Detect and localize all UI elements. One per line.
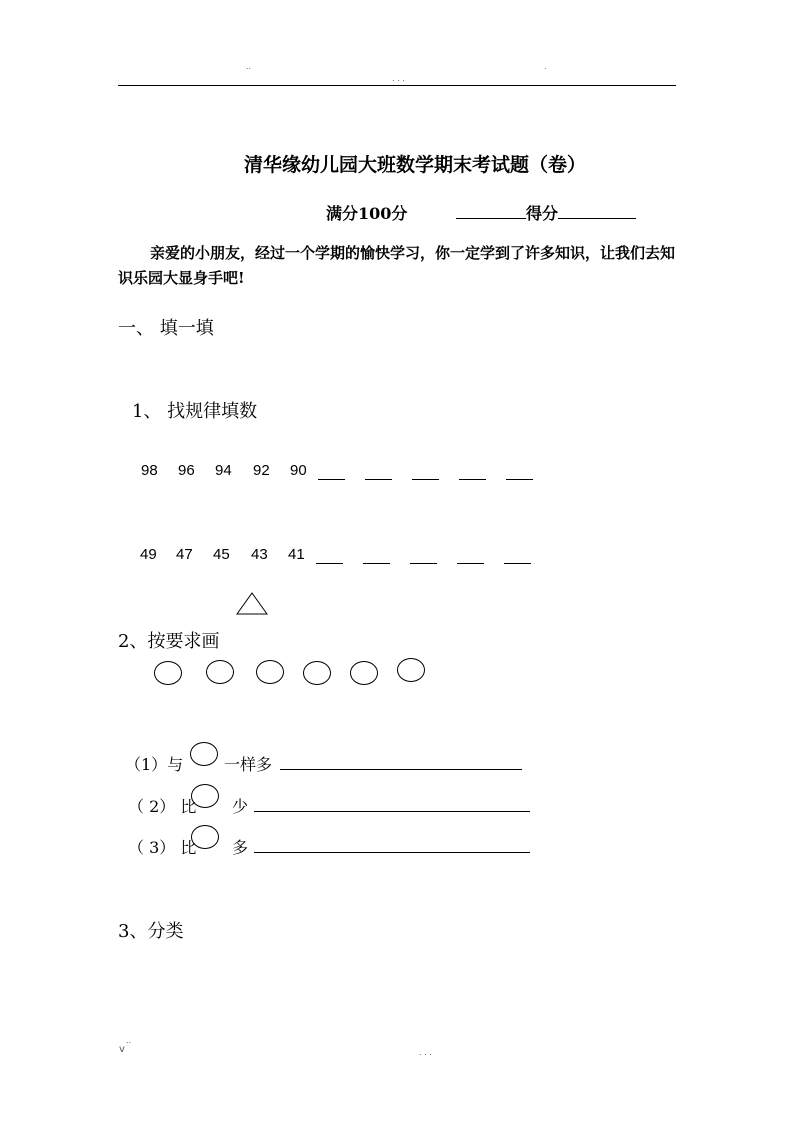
q2-label: 2、按要求画 [118, 631, 220, 652]
circle-shape [303, 661, 331, 685]
score-blank [558, 204, 636, 219]
header-rule [118, 85, 676, 86]
seq1-blank[interactable] [318, 479, 345, 480]
q2-item-prefix: （ 2） 比 [128, 797, 197, 816]
seq1-num: 94 [215, 462, 232, 479]
score-obtained [456, 201, 636, 224]
seq1-num: 90 [290, 462, 307, 479]
q2-item-prefix: （ 3） 比 [128, 838, 197, 857]
circle-shape [350, 661, 378, 685]
seq1-blank[interactable] [412, 479, 439, 480]
full-score-label: 满分100分 [326, 204, 408, 223]
q2-item-prefix: （1）与 [125, 755, 184, 774]
q2-item-suffix: 多 [232, 838, 249, 857]
header-dots-left: .. [246, 62, 252, 71]
q1-label: 1、 找规律填数 [132, 401, 258, 422]
circle-shape [256, 660, 284, 684]
section-heading: 一、 填一填 [118, 318, 214, 339]
seq2-num: 41 [288, 546, 305, 563]
q2-item-suffix: 一样多 [224, 755, 273, 774]
circle-shape [206, 660, 234, 684]
seq1-blank[interactable] [365, 479, 392, 480]
seq2-num: 43 [251, 546, 268, 563]
seq2-blank[interactable] [457, 563, 484, 564]
footer-dots-mid: . . . [419, 1048, 432, 1057]
footer-mark: v [119, 1044, 125, 1055]
q3-label: 3、分类 [118, 921, 184, 942]
triangle-shape [236, 592, 268, 616]
seq1-num: 92 [253, 462, 270, 479]
seq1-num: 96 [178, 462, 195, 479]
circle-shape [190, 742, 218, 766]
seq2-blank[interactable] [410, 563, 437, 564]
header-dots-mid: . . . [392, 74, 405, 83]
header-dots-right: . [544, 62, 547, 71]
answer-line[interactable] [254, 852, 530, 853]
seq2-blank[interactable] [316, 563, 343, 564]
seq2-num: 49 [140, 546, 157, 563]
score-full [326, 201, 407, 224]
circle-shape [154, 661, 182, 685]
answer-line[interactable] [280, 769, 522, 770]
seq1-num: 98 [141, 462, 158, 479]
footer-dots-left: .. [126, 1036, 132, 1045]
seq2-blank[interactable] [363, 563, 390, 564]
seq2-blank[interactable] [504, 563, 531, 564]
circle-shape [191, 825, 219, 849]
answer-line[interactable] [254, 811, 530, 812]
seq2-num: 45 [213, 546, 230, 563]
circle-shape [397, 658, 425, 682]
page-title: 清华缘幼儿园大班数学期末考试题（卷） [243, 154, 586, 176]
score-blank-before [456, 204, 526, 219]
q2-item-suffix: 少 [232, 797, 249, 816]
seq1-blank[interactable] [506, 479, 533, 480]
seq2-num: 47 [176, 546, 193, 563]
seq1-blank[interactable] [459, 479, 486, 480]
score-label: 得分 [526, 204, 559, 223]
circle-shape [191, 784, 219, 808]
intro-paragraph: 亲爱的小朋友，经过一个学期的愉快学习，你一定学到了许多知识，让我们去知识乐园大显身手吧! [118, 244, 676, 287]
